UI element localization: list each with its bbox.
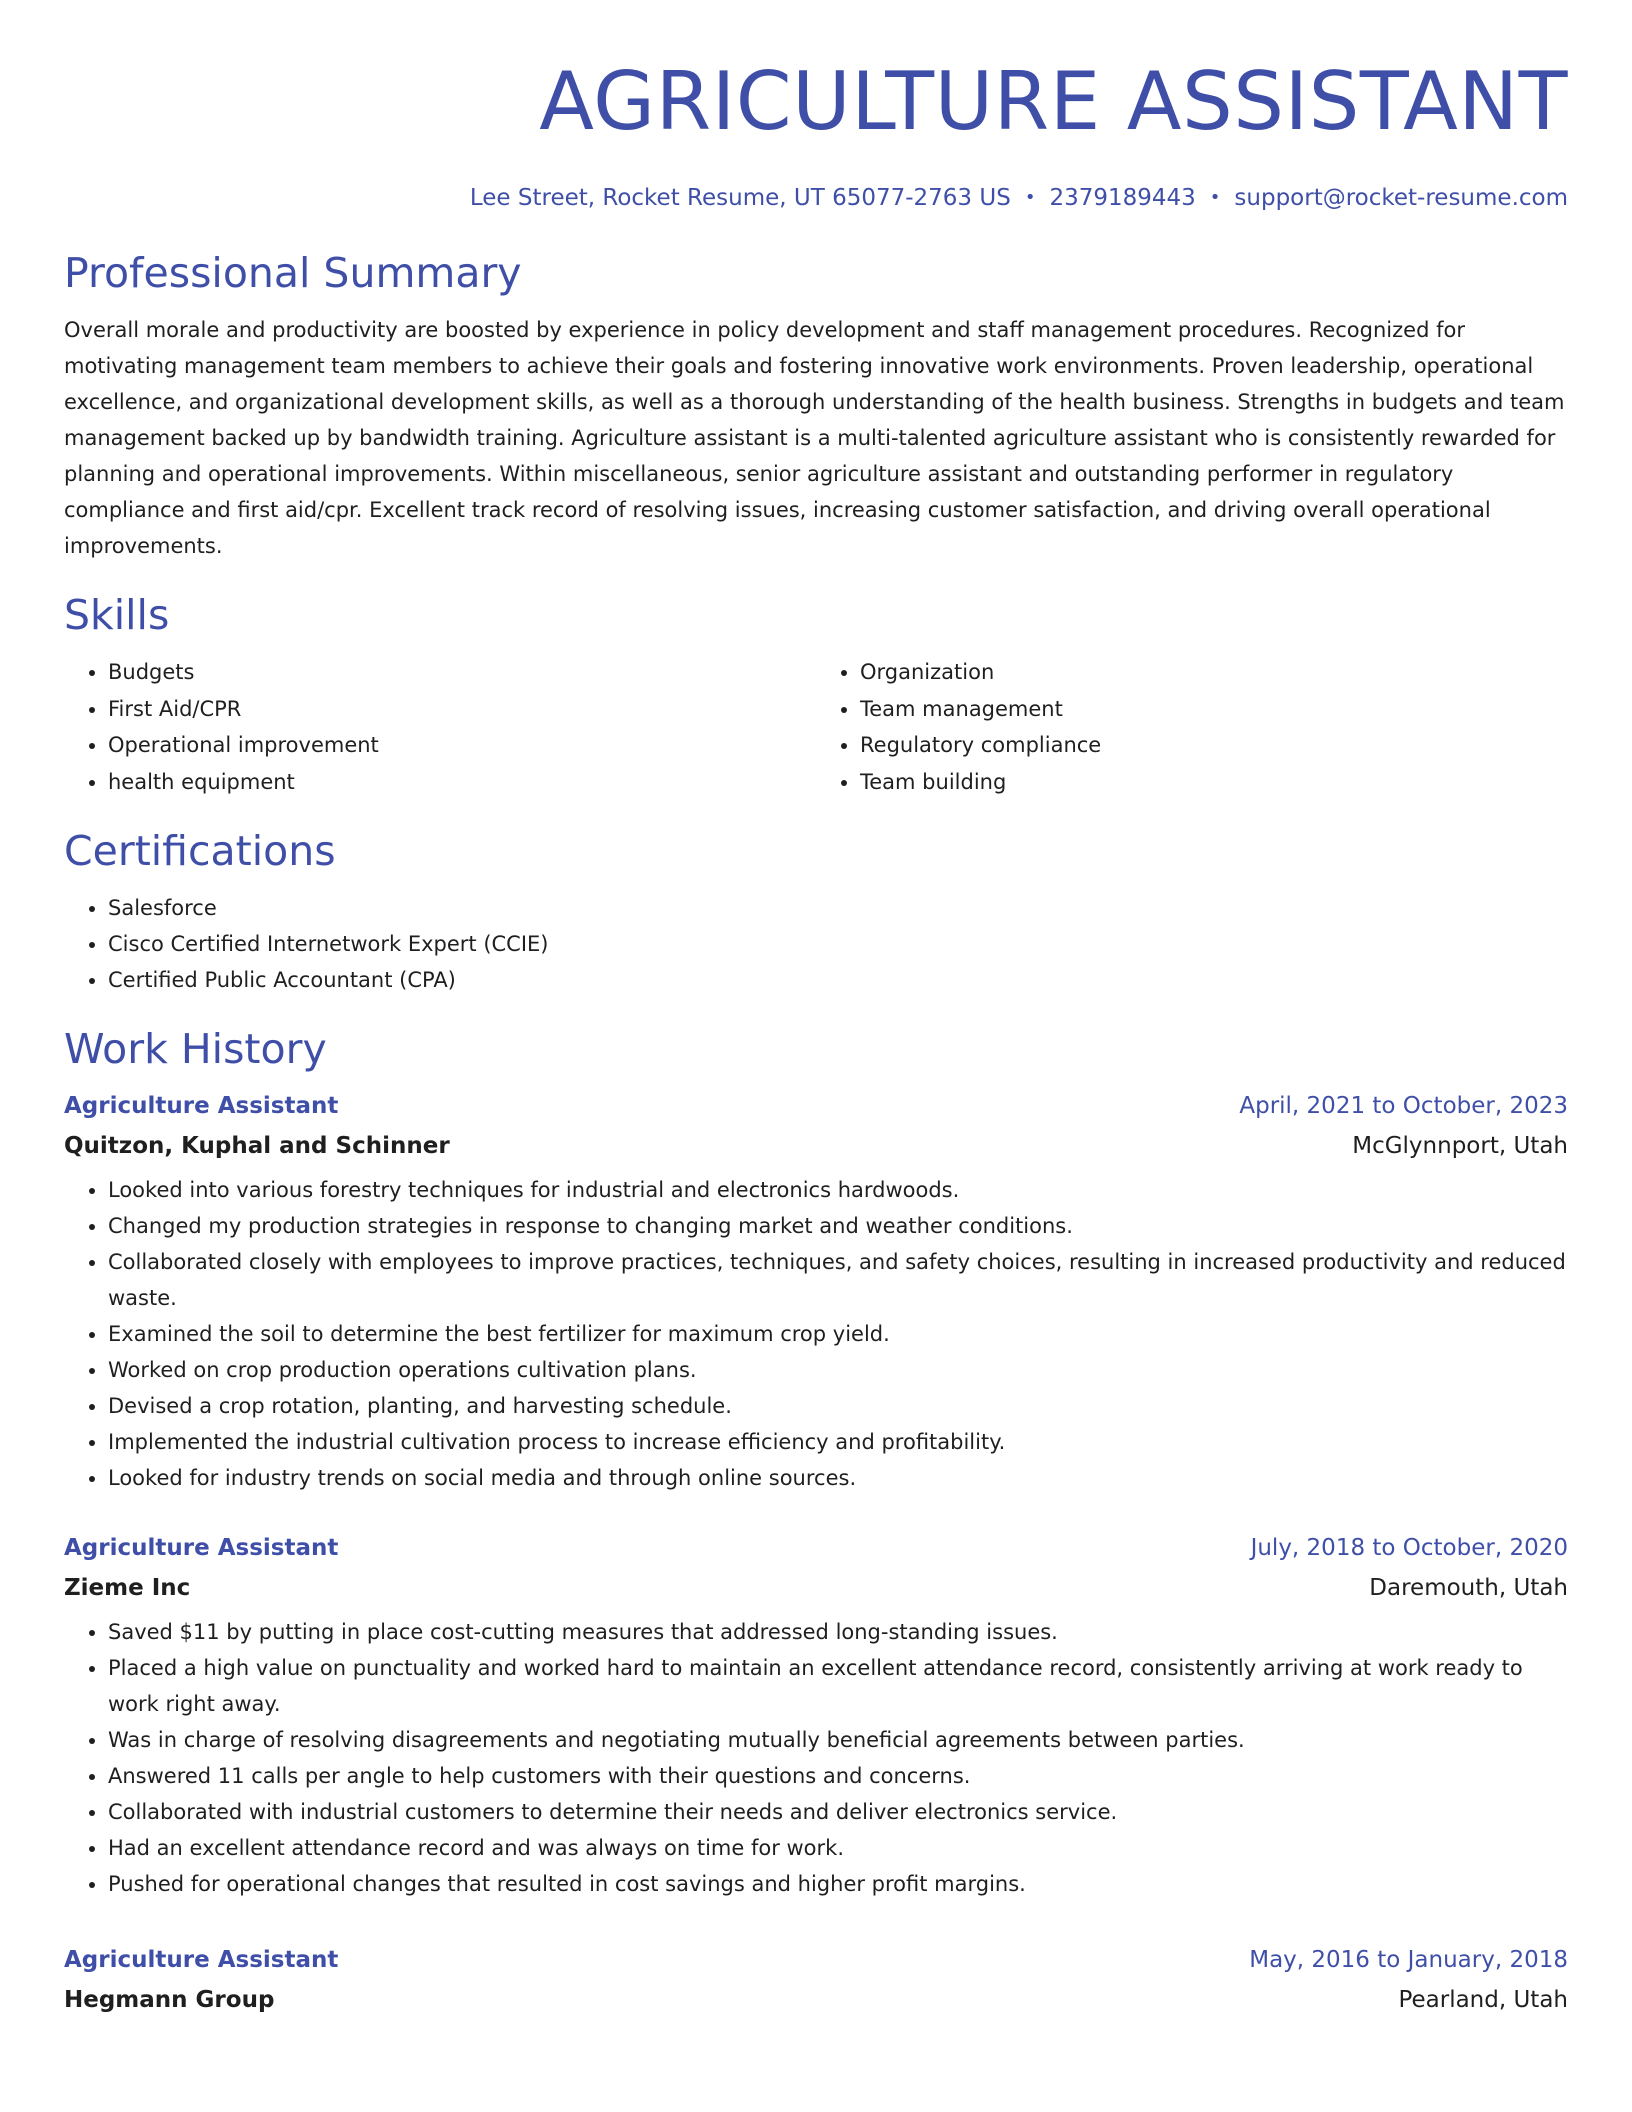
job-company: Zieme Inc — [64, 1575, 191, 1601]
job-title: Agriculture Assistant — [64, 1947, 339, 1973]
certification-item: • Salesforce — [108, 890, 1568, 926]
job-bullet: • Looked into various forestry techniques for industrial and electronics hardwoods. — [108, 1172, 1568, 1208]
certifications-heading: Certifications — [64, 827, 336, 875]
job-bullet: • Collaborated closely with employees to improve practices, techniques, and safety choices, resulting in increased productivity and reduced waste. — [108, 1244, 1568, 1316]
job-bullet: • Devised a crop rotation, planting, and harvesting schedule. — [108, 1388, 1568, 1424]
job-bullet: • Examined the soil to determine the best fertilizer for maximum crop yield. — [108, 1316, 1568, 1352]
skill-item: • Regulatory compliance — [860, 727, 1568, 764]
job-title: Agriculture Assistant — [64, 1093, 339, 1119]
summary-text: Overall morale and productivity are boosted by experience in policy development and staff management procedures. Recognized for motivating management team members to achieve their goals and fostering innovative work environments. Proven leadership, operational excellence, and organizational development skills, as well as a thorough understanding of the health business. Strengths in budgets and team management backed up by bandwidth training. Agriculture assistant is a multi-talented agriculture assistant who is consistently rewarded for planning and operational improvements. Within miscellaneous, senior agriculture assistant and outstanding performer in regulatory compliance and first aid/cpr. Excellent track record of resolving issues, increasing customer satisfaction, and driving overall operational improvements. — [64, 318, 1565, 558]
job-header-row — [64, 1528, 1568, 1568]
job-company-row — [64, 1568, 1568, 1608]
job-bullet: • Was in charge of resolving disagreements and negotiating mutually beneficial agreements between parties. — [108, 1722, 1568, 1758]
certifications-list — [64, 890, 1568, 998]
job-dates: July, 2018 to October, 2020 — [1250, 1535, 1568, 1561]
skill-item: • health equipment — [108, 764, 816, 801]
job-location: Daremouth, Utah — [1369, 1575, 1568, 1601]
job-company: Quitzon, Kuphal and Schinner — [64, 1133, 450, 1159]
contact-separator: • — [1209, 187, 1221, 208]
skill-item: • Organization — [860, 654, 1568, 691]
contact-separator: • — [1024, 187, 1036, 208]
contact-line — [64, 182, 1568, 214]
job-bullet: • Collaborated with industrial customers to determine their needs and deliver electronics service. — [108, 1794, 1568, 1830]
certification-item: • Certified Public Accountant (CPA) — [108, 962, 1568, 998]
job-dates: May, 2016 to January, 2018 — [1249, 1947, 1568, 1973]
job-location: McGlynnport, Utah — [1352, 1133, 1568, 1159]
job-header-row — [64, 1940, 1568, 1980]
skill-item: • First Aid/CPR — [108, 691, 816, 728]
job-company: Hegmann Group — [64, 1987, 275, 2013]
skills-column-left — [64, 654, 816, 800]
job-bullet: • Worked on crop production operations cultivation plans. — [108, 1352, 1568, 1388]
job-entry — [64, 1086, 1568, 1496]
job-bullet: • Saved $11 by putting in place cost-cutting measures that addressed long-standing issues. — [108, 1614, 1568, 1650]
job-header-row — [64, 1086, 1568, 1126]
job-bullet: • Looked for industry trends on social media and through online sources. — [108, 1460, 1568, 1496]
work-history-heading: Work History — [64, 1025, 327, 1073]
skills-grid — [64, 654, 1568, 800]
skill-item: • Operational improvement — [108, 727, 816, 764]
job-bullet: • Pushed for operational changes that resulted in cost savings and higher profit margins. — [108, 1866, 1568, 1902]
job-bullet: • Changed my production strategies in response to changing market and weather conditions. — [108, 1208, 1568, 1244]
job-bullets — [64, 1614, 1568, 1902]
certification-item: • Cisco Certified Internetwork Expert (CCIE) — [108, 926, 1568, 962]
job-title: Agriculture Assistant — [64, 1535, 339, 1561]
contact-phone[interactable]: 2379189443 — [1049, 185, 1196, 211]
job-bullet: • Had an excellent attendance record and was always on time for work. — [108, 1830, 1568, 1866]
skills-column-right — [816, 654, 1568, 800]
job-location: Pearland, Utah — [1398, 1987, 1568, 2013]
summary-heading: Professional Summary — [64, 249, 522, 297]
contact-address: Lee Street, Rocket Resume, UT 65077-2763 US — [469, 185, 1011, 211]
resume-title: AGRICULTURE ASSISTANT — [539, 55, 1568, 148]
contact-email[interactable]: support@rocket-resume.com — [1234, 185, 1568, 211]
job-bullet: • Answered 11 calls per angle to help customers with their questions and concerns. — [108, 1758, 1568, 1794]
job-dates: April, 2021 to October, 2023 — [1239, 1093, 1568, 1119]
job-bullet: • Placed a high value on punctuality and worked hard to maintain an excellent attendance record, consistently arriving at work ready to work right away. — [108, 1650, 1568, 1722]
job-company-row — [64, 1126, 1568, 1166]
skill-item: • Team building — [860, 764, 1568, 801]
skills-heading: Skills — [64, 591, 170, 639]
skill-item: • Team management — [860, 691, 1568, 728]
job-company-row — [64, 1980, 1568, 2020]
job-entry — [64, 1528, 1568, 1902]
job-bullet: • Implemented the industrial cultivation process to increase efficiency and profitability. — [108, 1424, 1568, 1460]
skill-item: • Budgets — [108, 654, 816, 691]
job-bullets — [64, 1172, 1568, 1496]
job-entry — [64, 1940, 1568, 2020]
